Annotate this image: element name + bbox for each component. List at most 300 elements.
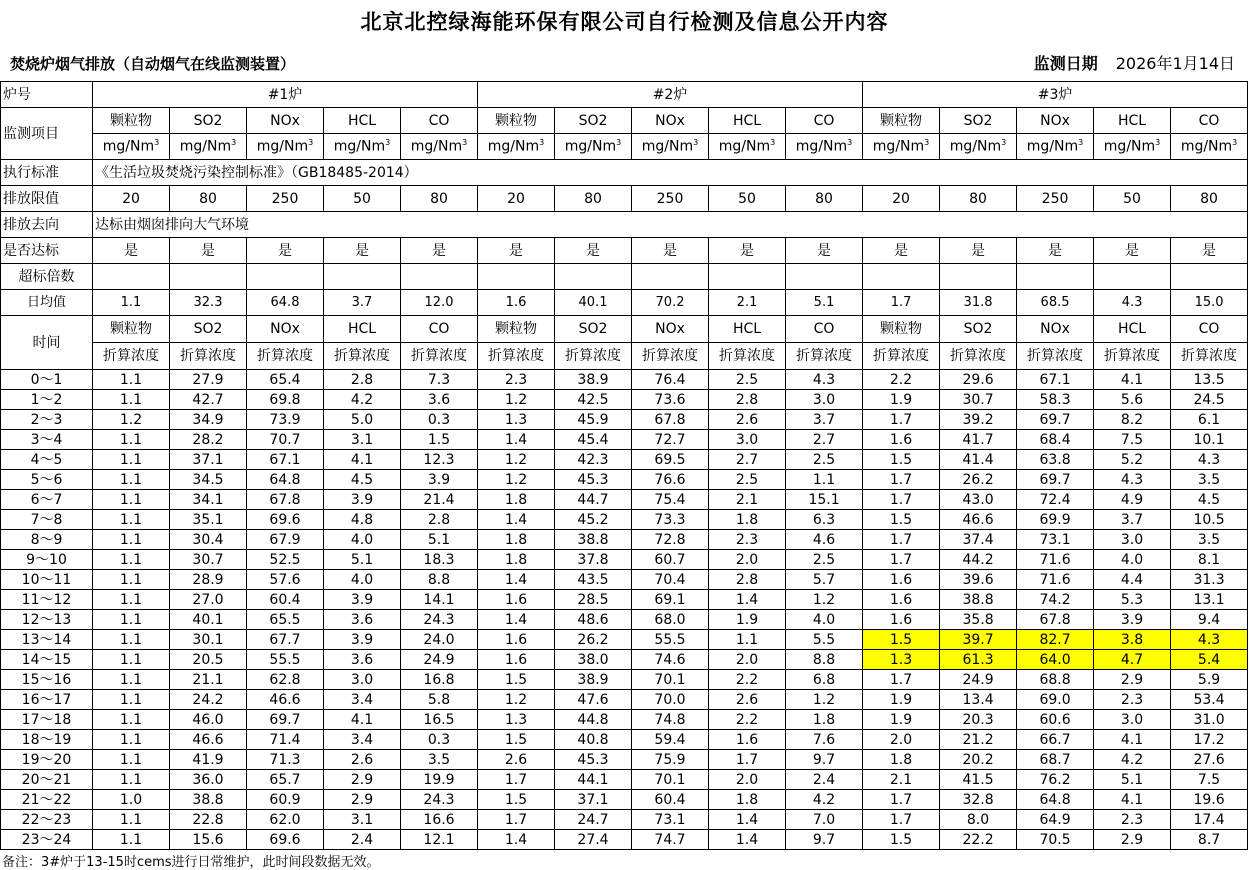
compliant-value: 是 [93,238,170,264]
data-cell: 1.7 [863,490,940,510]
data-cell: 1.5 [863,510,940,530]
table-row [1,790,1248,810]
data-cell: 4.3 [1171,450,1248,470]
data-cell: 4.6 [786,530,863,550]
hour-label: 2～3 [1,410,93,430]
daily-avg-row [1,290,1248,316]
data-cell: 59.4 [632,730,709,750]
data-cell: 3.1 [324,810,401,830]
data-cell: 76.6 [632,470,709,490]
limit-value: 250 [1017,186,1094,212]
daily-avg-value: 31.8 [940,290,1017,316]
data-cell: 1.1 [93,630,170,650]
data-cell: 67.1 [247,450,324,470]
conc-header: 折算浓度 [940,343,1017,370]
data-cell: 74.7 [632,830,709,850]
data-cell: 68.8 [1017,670,1094,690]
data-cell: 4.3 [786,370,863,390]
data-cell: 2.3 [478,370,555,390]
unit-cell [632,134,709,160]
hour-label: 5～6 [1,470,93,490]
data-cell: 38.8 [555,530,632,550]
hour-label: 16～17 [1,690,93,710]
data-cell: 5.0 [324,410,401,430]
data-cell: 69.0 [1017,690,1094,710]
limit-value: 20 [863,186,940,212]
data-cell: 4.7 [1094,650,1171,670]
data-cell: 69.6 [247,830,324,850]
data-cell: 65.5 [247,610,324,630]
data-cell: 73.1 [1017,530,1094,550]
data-cell: 72.7 [632,430,709,450]
exceed-value [401,264,478,290]
daily-avg-value: 70.2 [632,290,709,316]
data-cell: 69.1 [632,590,709,610]
data-cell: 39.7 [940,630,1017,650]
time-item-header: NOx [1017,316,1094,343]
data-cell: 28.2 [170,430,247,450]
exceed-row [1,264,1248,290]
data-cell: 67.9 [247,530,324,550]
data-cell: 5.6 [1094,390,1171,410]
data-cell: 1.1 [93,530,170,550]
unit-exponent: 3 [385,138,391,148]
time-item-header: 颗粒物 [93,316,170,343]
data-cell: 4.1 [1094,730,1171,750]
data-cell: 5.8 [401,690,478,710]
data-cell: 20.3 [940,710,1017,730]
conc-header: 折算浓度 [632,343,709,370]
data-cell: 1.8 [478,550,555,570]
data-cell: 1.8 [709,790,786,810]
unit-exponent: 3 [308,138,314,148]
data-cell: 2.8 [709,570,786,590]
data-cell: 47.6 [555,690,632,710]
unit-base: mg/Nm [333,138,386,155]
hour-label: 13～14 [1,630,93,650]
daily-avg-value: 1.1 [93,290,170,316]
data-cell: 2.1 [863,770,940,790]
exceed-value [1094,264,1171,290]
data-cell: 68.0 [632,610,709,630]
data-cell: 68.4 [1017,430,1094,450]
unit-base: mg/Nm [795,138,848,155]
data-cell: 3.1 [324,430,401,450]
data-cell: 3.6 [324,650,401,670]
data-cell: 69.7 [1017,470,1094,490]
data-cell: 2.9 [324,770,401,790]
exceed-value [1171,264,1248,290]
unit-exponent: 3 [693,138,699,148]
table-row [1,730,1248,750]
data-cell: 2.2 [709,710,786,730]
data-cell: 3.4 [324,730,401,750]
data-cell: 4.0 [324,570,401,590]
unit-base: mg/Nm [102,138,155,155]
items-label: 监测项目 [1,108,93,160]
data-cell: 2.8 [324,370,401,390]
data-cell: 18.3 [401,550,478,570]
data-cell: 1.7 [478,770,555,790]
unit-base: mg/Nm [487,138,540,155]
hour-label: 3～4 [1,430,93,450]
data-cell: 4.3 [1094,470,1171,490]
data-cell: 1.2 [478,470,555,490]
data-cell: 13.1 [1171,590,1248,610]
data-cell: 71.3 [247,750,324,770]
data-cell: 2.4 [324,830,401,850]
data-cell: 37.1 [555,790,632,810]
data-cell: 1.1 [93,730,170,750]
conc-header: 折算浓度 [863,343,940,370]
data-cell: 42.5 [555,390,632,410]
data-cell: 4.1 [324,450,401,470]
data-cell: 1.1 [93,650,170,670]
data-cell: 69.7 [1017,410,1094,430]
table-row [1,410,1248,430]
data-cell: 2.2 [863,370,940,390]
unit-cell [555,134,632,160]
data-cell: 24.0 [401,630,478,650]
daily-avg-value: 5.1 [786,290,863,316]
data-cell: 1.4 [478,510,555,530]
data-cell: 4.1 [1094,790,1171,810]
unit-exponent: 3 [847,138,853,148]
data-cell: 13.4 [940,690,1017,710]
hour-label: 12～13 [1,610,93,630]
table-row [1,830,1248,850]
limit-row [1,186,1248,212]
data-cell: 70.4 [632,570,709,590]
data-cell: 1.8 [478,490,555,510]
data-cell: 37.4 [940,530,1017,550]
data-cell: 5.1 [1094,770,1171,790]
data-cell: 1.1 [709,630,786,650]
limit-value: 50 [324,186,401,212]
data-cell: 5.3 [1094,590,1171,610]
unit-base: mg/Nm [179,138,232,155]
daily-avg-value: 2.1 [709,290,786,316]
unit-cell [324,134,401,160]
unit-cell [401,134,478,160]
data-cell: 5.7 [786,570,863,590]
conc-header: 折算浓度 [93,343,170,370]
item-header: 颗粒物 [93,108,170,134]
data-cell: 60.4 [247,590,324,610]
limit-value: 20 [478,186,555,212]
data-cell: 15.6 [170,830,247,850]
data-cell: 1.4 [709,590,786,610]
data-cell: 69.8 [247,390,324,410]
exceed-value [93,264,170,290]
hour-label: 1～2 [1,390,93,410]
data-cell: 2.6 [478,750,555,770]
data-cell: 30.7 [940,390,1017,410]
compliant-value: 是 [247,238,324,264]
data-cell: 38.9 [555,670,632,690]
data-cell: 1.1 [93,830,170,850]
data-cell: 1.7 [478,810,555,830]
data-cell: 1.5 [401,430,478,450]
data-cell: 1.5 [863,450,940,470]
table-row [1,490,1248,510]
data-cell: 6.1 [1171,410,1248,430]
data-cell: 69.5 [632,450,709,470]
data-cell: 75.4 [632,490,709,510]
item-header: HCL [1094,108,1171,134]
data-cell: 20.2 [940,750,1017,770]
compliant-row [1,238,1248,264]
table-row [1,370,1248,390]
conc-header: 折算浓度 [478,343,555,370]
data-cell: 68.7 [1017,750,1094,770]
data-cell: 1.7 [863,670,940,690]
data-cell: 1.1 [93,690,170,710]
data-cell: 1.7 [863,530,940,550]
data-cell: 3.0 [709,430,786,450]
limit-value: 50 [1094,186,1171,212]
hour-label: 23～24 [1,830,93,850]
data-cell: 1.4 [478,830,555,850]
data-cell: 44.1 [555,770,632,790]
data-cell: 32.8 [940,790,1017,810]
exceed-value [940,264,1017,290]
item-header: CO [401,108,478,134]
data-cell: 7.6 [786,730,863,750]
data-cell: 3.0 [324,670,401,690]
data-cell: 1.2 [786,590,863,610]
data-cell: 41.7 [940,430,1017,450]
data-cell: 45.3 [555,750,632,770]
data-cell: 22.2 [940,830,1017,850]
data-cell: 70.0 [632,690,709,710]
data-cell: 1.5 [863,830,940,850]
table-row [1,590,1248,610]
data-cell: 26.2 [940,470,1017,490]
data-cell: 73.1 [632,810,709,830]
data-cell: 1.9 [709,610,786,630]
data-cell: 8.2 [1094,410,1171,430]
item-header: NOx [1017,108,1094,134]
unit-exponent: 3 [616,138,622,148]
destination-label: 排放去向 [1,212,93,238]
data-cell: 3.8 [1094,630,1171,650]
conc-header: 折算浓度 [324,343,401,370]
data-cell: 0.3 [401,410,478,430]
data-cell: 1.1 [93,670,170,690]
data-cell: 3.9 [324,490,401,510]
data-cell: 44.8 [555,710,632,730]
item-header: SO2 [940,108,1017,134]
data-cell: 71.6 [1017,550,1094,570]
data-cell: 16.5 [401,710,478,730]
data-cell: 30.4 [170,530,247,550]
data-cell: 1.1 [93,390,170,410]
hour-label: 20～21 [1,770,93,790]
data-cell: 35.1 [170,510,247,530]
daily-avg-value: 68.5 [1017,290,1094,316]
data-cell: 1.2 [478,390,555,410]
data-cell: 4.5 [1171,490,1248,510]
data-cell: 74.8 [632,710,709,730]
data-cell: 4.3 [1171,630,1248,650]
data-cell: 75.9 [632,750,709,770]
data-cell: 1.6 [863,430,940,450]
data-cell: 5.5 [786,630,863,650]
limit-value: 80 [401,186,478,212]
data-cell: 3.0 [786,390,863,410]
data-cell: 64.8 [247,470,324,490]
data-cell: 27.6 [1171,750,1248,770]
data-cell: 17.4 [1171,810,1248,830]
time-item-header: HCL [1094,316,1171,343]
footnote: 备注：3#炉于13-15时cems进行日常维护，此时间段数据无效。 [2,855,380,870]
exceed-value [863,264,940,290]
time-item-header: SO2 [555,316,632,343]
time-item-header: HCL [709,316,786,343]
data-cell: 76.2 [1017,770,1094,790]
table-row [1,390,1248,410]
data-cell: 27.9 [170,370,247,390]
data-cell: 3.0 [1094,710,1171,730]
data-cell: 1.8 [709,510,786,530]
table-row [1,770,1248,790]
compliant-value: 是 [1171,238,1248,264]
data-cell: 2.1 [709,490,786,510]
data-cell: 8.8 [786,650,863,670]
data-cell: 73.6 [632,390,709,410]
table-row [1,530,1248,550]
hour-label: 4～5 [1,450,93,470]
items-row [1,108,1248,134]
data-cell: 36.0 [170,770,247,790]
data-cell: 19.6 [1171,790,1248,810]
data-cell: 21.1 [170,670,247,690]
data-cell: 53.4 [1171,690,1248,710]
data-cell: 38.9 [555,370,632,390]
data-cell: 3.4 [324,690,401,710]
unit-cell [170,134,247,160]
data-cell: 72.4 [1017,490,1094,510]
data-cell: 1.5 [478,790,555,810]
data-cell: 55.5 [247,650,324,670]
item-header: HCL [324,108,401,134]
table-row [1,750,1248,770]
data-cell: 45.3 [555,470,632,490]
data-cell: 2.0 [709,650,786,670]
data-cell: 70.1 [632,670,709,690]
unit-base: mg/Nm [564,138,617,155]
data-cell: 41.5 [940,770,1017,790]
data-cell: 65.4 [247,370,324,390]
data-cell: 37.8 [555,550,632,570]
limit-value: 80 [1171,186,1248,212]
hour-label: 21～22 [1,790,93,810]
data-cell: 1.4 [478,610,555,630]
data-cell: 1.1 [93,610,170,630]
data-cell: 1.1 [93,450,170,470]
data-cell: 60.9 [247,790,324,810]
data-cell: 1.8 [786,710,863,730]
data-cell: 2.5 [709,470,786,490]
data-cell: 7.5 [1094,430,1171,450]
data-cell: 60.7 [632,550,709,570]
data-cell: 1.3 [863,650,940,670]
data-cell: 2.6 [709,690,786,710]
data-cell: 1.1 [786,470,863,490]
limit-value: 80 [786,186,863,212]
exceed-value [1017,264,1094,290]
data-cell: 1.4 [709,810,786,830]
unit-base: mg/Nm [1180,138,1233,155]
compliant-label: 是否达标 [1,238,93,264]
data-cell: 12.1 [401,830,478,850]
data-cell: 60.6 [1017,710,1094,730]
hour-label: 0～1 [1,370,93,390]
unit-base: mg/Nm [718,138,771,155]
data-cell: 2.3 [1094,810,1171,830]
data-cell: 4.9 [1094,490,1171,510]
data-cell: 34.1 [170,490,247,510]
time-item-header: SO2 [940,316,1017,343]
unit-exponent: 3 [1155,138,1161,148]
data-cell: 4.0 [1094,550,1171,570]
data-cell: 67.8 [247,490,324,510]
data-cell: 1.7 [709,750,786,770]
daily-avg-value: 1.7 [863,290,940,316]
data-cell: 4.2 [786,790,863,810]
data-cell: 60.4 [632,790,709,810]
item-header: NOx [632,108,709,134]
furnace-2-header: #2炉 [478,82,863,108]
data-cell: 5.1 [401,530,478,550]
time-item-header: SO2 [170,316,247,343]
data-cell: 4.0 [786,610,863,630]
compliant-value: 是 [786,238,863,264]
data-cell: 67.1 [1017,370,1094,390]
data-cell: 1.1 [93,590,170,610]
data-cell: 24.5 [1171,390,1248,410]
data-cell: 1.6 [478,590,555,610]
data-cell: 4.1 [1094,370,1171,390]
data-cell: 1.8 [478,530,555,550]
data-cell: 21.4 [401,490,478,510]
conc-header: 折算浓度 [170,343,247,370]
data-cell: 1.1 [93,770,170,790]
data-cell: 1.8 [863,750,940,770]
data-cell: 1.5 [478,730,555,750]
unit-cell [247,134,324,160]
data-cell: 13.5 [1171,370,1248,390]
unit-exponent: 3 [1001,138,1007,148]
data-cell: 38.8 [170,790,247,810]
conc-header: 折算浓度 [1171,343,1248,370]
unit-cell [863,134,940,160]
data-cell: 3.5 [401,750,478,770]
conc-header: 折算浓度 [555,343,632,370]
time-item-header: NOx [632,316,709,343]
data-cell: 2.0 [863,730,940,750]
data-cell: 27.0 [170,590,247,610]
units-row [1,134,1248,160]
data-cell: 1.4 [478,570,555,590]
data-cell: 1.5 [863,630,940,650]
data-cell: 2.0 [709,770,786,790]
hour-label: 11～12 [1,590,93,610]
daily-avg-value: 64.8 [247,290,324,316]
data-cell: 45.9 [555,410,632,430]
data-cell: 15.1 [786,490,863,510]
